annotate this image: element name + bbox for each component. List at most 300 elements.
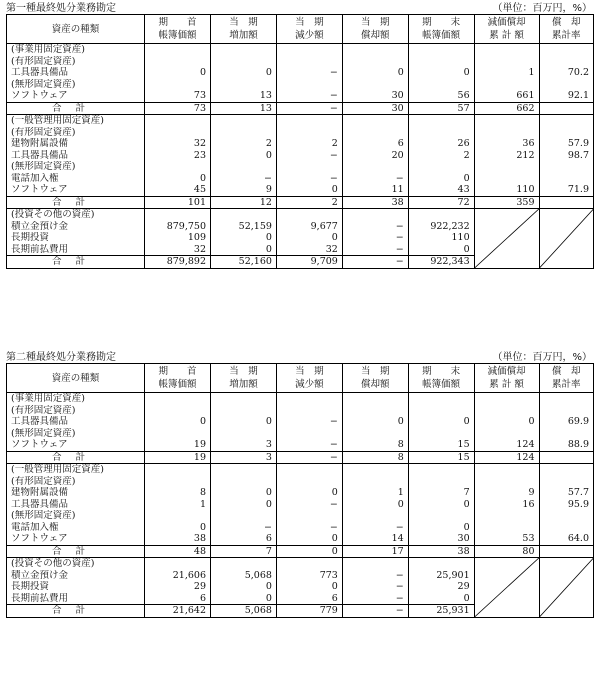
value-cell: 14 [342, 533, 408, 545]
value-cell: − [342, 605, 408, 618]
section-title: 第一種最終処分業務勘定 [6, 3, 116, 14]
value-cell: − [342, 570, 408, 582]
value-cell: 8 [342, 439, 408, 451]
asset-label: 合計 [7, 451, 145, 464]
value-cell: 15 [408, 439, 474, 451]
value-cell: 0 [342, 67, 408, 79]
value-cell: 0 [211, 581, 277, 593]
asset-label: 合計 [7, 196, 145, 209]
investment-diagonal-slash [539, 209, 594, 269]
value-cell: 21,606 [145, 570, 211, 582]
table-row [7, 90, 594, 102]
value-cell [276, 464, 342, 476]
header-row [7, 15, 594, 44]
total-row [7, 545, 594, 558]
column-header [211, 15, 277, 44]
value-cell [211, 161, 277, 173]
value-cell: 212 [474, 150, 539, 162]
value-cell: − [276, 90, 342, 102]
value-cell: − [276, 150, 342, 162]
asset-label: 工具器具備品 [7, 150, 145, 162]
value-cell [276, 115, 342, 127]
column-header-line: 増加額 [229, 379, 258, 390]
column-header-line: 帳簿価額 [158, 379, 197, 390]
value-cell: 71.9 [539, 184, 594, 196]
value-cell: 98.7 [539, 150, 594, 162]
asset-label: (無形固定資産) [7, 79, 145, 91]
value-cell: 21,642 [145, 605, 211, 618]
value-cell: 69.9 [539, 416, 594, 428]
value-cell: 30 [408, 533, 474, 545]
value-cell [211, 56, 277, 68]
value-cell [276, 558, 342, 570]
category-row [7, 510, 594, 522]
value-cell: 30 [342, 102, 408, 115]
column-header-line: 当 期 [361, 17, 390, 28]
column-header-line: 当 期 [229, 17, 258, 28]
value-cell: − [211, 522, 277, 534]
column-header-line: 資産の種類 [51, 372, 100, 384]
value-cell [145, 115, 211, 127]
category-row [7, 428, 594, 440]
value-cell [276, 405, 342, 417]
table-row [7, 67, 594, 79]
value-cell: − [211, 173, 277, 185]
value-cell [474, 115, 539, 127]
table-row [7, 499, 594, 511]
column-header-line: 帳簿価額 [422, 379, 461, 390]
column-header-line: 累 計 額 [489, 30, 524, 41]
value-cell [211, 464, 277, 476]
column-header [276, 364, 342, 393]
value-cell: 879,892 [145, 256, 211, 269]
value-cell [342, 161, 408, 173]
column-header-line: 減価償却 [487, 17, 526, 28]
value-cell: − [342, 256, 408, 269]
category-row [7, 56, 594, 68]
asset-label: 工具器具備品 [7, 499, 145, 511]
value-cell: 36 [474, 138, 539, 150]
asset-label: (無形固定資産) [7, 428, 145, 440]
asset-label: ソフトウェア [7, 439, 145, 451]
value-cell [145, 464, 211, 476]
asset-label: 積立金預け金 [7, 221, 145, 233]
column-header [7, 364, 145, 393]
column-header-line: 当 期 [295, 366, 324, 377]
value-cell: 7 [408, 487, 474, 499]
value-cell: − [276, 67, 342, 79]
column-header [276, 15, 342, 44]
value-cell: − [276, 416, 342, 428]
value-cell [539, 464, 594, 476]
table-row [7, 487, 594, 499]
value-cell [211, 476, 277, 488]
total-row [7, 451, 594, 464]
value-cell: 32 [145, 138, 211, 150]
value-cell [474, 161, 539, 173]
value-cell: 30 [342, 90, 408, 102]
value-cell [539, 56, 594, 68]
value-cell: 1 [145, 499, 211, 511]
value-cell: 9,677 [276, 221, 342, 233]
value-cell [145, 428, 211, 440]
value-cell: 0 [211, 150, 277, 162]
value-cell: 88.9 [539, 439, 594, 451]
asset-label: 工具器具備品 [7, 416, 145, 428]
value-cell [408, 44, 474, 56]
column-header [342, 364, 408, 393]
total-row [7, 196, 594, 209]
value-cell: 0 [408, 416, 474, 428]
value-cell: − [342, 581, 408, 593]
value-cell: 38 [342, 196, 408, 209]
value-cell: 110 [474, 184, 539, 196]
asset-label: 長期前払費用 [7, 593, 145, 605]
column-header-line: 期 首 [158, 366, 197, 377]
table-row [7, 138, 594, 150]
value-cell [539, 196, 594, 209]
value-cell: − [276, 499, 342, 511]
value-cell [145, 161, 211, 173]
value-cell [474, 44, 539, 56]
unit-note: （単位：百万円，%） [492, 3, 592, 14]
value-cell: 922,232 [408, 221, 474, 233]
value-cell: 359 [474, 196, 539, 209]
column-header [408, 15, 474, 44]
value-cell [276, 209, 342, 221]
value-cell [539, 127, 594, 139]
asset-label: 長期投資 [7, 232, 145, 244]
value-cell: 1 [342, 487, 408, 499]
category-row [7, 79, 594, 91]
value-cell [408, 558, 474, 570]
value-cell: 0 [342, 416, 408, 428]
value-cell [539, 476, 594, 488]
column-header-line: 減少額 [295, 379, 324, 390]
value-cell [342, 476, 408, 488]
value-cell: 0 [408, 499, 474, 511]
column-header [539, 15, 594, 44]
value-cell: 56 [408, 90, 474, 102]
column-header-line: 償 却 [551, 366, 581, 377]
value-cell [145, 209, 211, 221]
column-header-line: 償却額 [361, 30, 390, 41]
asset-label: 合計 [7, 605, 145, 618]
value-cell: − [342, 522, 408, 534]
value-cell: 70.2 [539, 67, 594, 79]
value-cell: 0 [145, 67, 211, 79]
value-cell: 0 [342, 499, 408, 511]
value-cell: 922,343 [408, 256, 474, 269]
category-row [7, 44, 594, 56]
value-cell: 92.1 [539, 90, 594, 102]
value-cell: 48 [145, 545, 211, 558]
value-cell [211, 115, 277, 127]
total-row [7, 102, 594, 115]
value-cell: 6 [276, 593, 342, 605]
category-row [7, 115, 594, 127]
table-row [7, 184, 594, 196]
value-cell: 0 [211, 499, 277, 511]
value-cell: 662 [474, 102, 539, 115]
value-cell: 12 [211, 196, 277, 209]
value-cell [211, 79, 277, 91]
value-cell: 5,068 [211, 570, 277, 582]
value-cell [408, 209, 474, 221]
value-cell: 0 [211, 416, 277, 428]
value-cell: 11 [342, 184, 408, 196]
value-cell [276, 56, 342, 68]
value-cell: 19 [145, 439, 211, 451]
value-cell: 0 [276, 184, 342, 196]
value-cell: − [276, 522, 342, 534]
value-cell: 7 [211, 545, 277, 558]
value-cell: 73 [145, 102, 211, 115]
value-cell [474, 393, 539, 405]
value-cell: 773 [276, 570, 342, 582]
value-cell: 124 [474, 451, 539, 464]
value-cell: 0 [211, 593, 277, 605]
value-cell: 101 [145, 196, 211, 209]
asset-label: (無形固定資産) [7, 510, 145, 522]
value-cell [145, 405, 211, 417]
value-cell: 53 [474, 533, 539, 545]
asset-label: (有形固定資産) [7, 56, 145, 68]
value-cell: 38 [408, 545, 474, 558]
asset-label: ソフトウェア [7, 533, 145, 545]
value-cell: 109 [145, 232, 211, 244]
value-cell [211, 428, 277, 440]
asset-label: (投資その他の資産) [7, 209, 145, 221]
column-header [408, 364, 474, 393]
category-row [7, 127, 594, 139]
table-row [7, 150, 594, 162]
value-cell: 0 [276, 232, 342, 244]
value-cell [342, 510, 408, 522]
asset-label: 合計 [7, 256, 145, 269]
column-header-line: 資産の種類 [51, 23, 100, 35]
value-cell [539, 79, 594, 91]
column-header-line: 減少額 [295, 30, 324, 41]
category-row [7, 161, 594, 173]
category-row [7, 464, 594, 476]
value-cell [342, 56, 408, 68]
asset-label: (一般管理用固定資産) [7, 464, 145, 476]
value-cell [539, 510, 594, 522]
asset-label: (有形固定資産) [7, 127, 145, 139]
asset-label: (事業用固定資産) [7, 44, 145, 56]
value-cell [474, 464, 539, 476]
value-cell: − [342, 221, 408, 233]
value-cell [474, 405, 539, 417]
value-cell: 45 [145, 184, 211, 196]
value-cell [408, 393, 474, 405]
value-cell: 16 [474, 499, 539, 511]
asset-label: (有形固定資産) [7, 476, 145, 488]
column-header [474, 15, 539, 44]
value-cell: 32 [145, 244, 211, 256]
column-header [7, 15, 145, 44]
value-cell [539, 393, 594, 405]
value-cell [539, 44, 594, 56]
investment-diagonal-slash [539, 558, 594, 618]
value-cell: 2 [211, 138, 277, 150]
value-cell: 57.9 [539, 138, 594, 150]
value-cell [276, 161, 342, 173]
value-cell [474, 127, 539, 139]
value-cell: 0 [145, 416, 211, 428]
asset-label: (有形固定資産) [7, 405, 145, 417]
value-cell: 779 [276, 605, 342, 618]
value-cell: 8 [145, 487, 211, 499]
value-cell: 110 [408, 232, 474, 244]
value-cell [408, 115, 474, 127]
value-cell: − [276, 102, 342, 115]
column-header [145, 364, 211, 393]
asset-label: ソフトウェア [7, 184, 145, 196]
column-header-line: 当 期 [229, 366, 258, 377]
value-cell: 0 [276, 545, 342, 558]
asset-label: 工具器具備品 [7, 67, 145, 79]
value-cell [408, 56, 474, 68]
table-row [7, 173, 594, 185]
value-cell: 9,709 [276, 256, 342, 269]
column-header-line: 償却額 [361, 379, 390, 390]
value-cell: 52,160 [211, 256, 277, 269]
column-header [211, 364, 277, 393]
value-cell: 6 [145, 593, 211, 605]
category-row [7, 393, 594, 405]
column-header-line: 帳簿価額 [422, 30, 461, 41]
value-cell [539, 173, 594, 185]
value-cell [408, 510, 474, 522]
value-cell: 0 [211, 487, 277, 499]
value-cell [539, 115, 594, 127]
value-cell [211, 209, 277, 221]
value-cell [474, 56, 539, 68]
column-header [342, 15, 408, 44]
value-cell [145, 44, 211, 56]
value-cell: 25,901 [408, 570, 474, 582]
column-header-line: 累計率 [551, 30, 581, 41]
investment-diagonal-slash [474, 558, 539, 618]
value-cell [342, 464, 408, 476]
asset-label: (事業用固定資産) [7, 393, 145, 405]
column-header-line: 当 期 [361, 366, 390, 377]
value-cell [342, 127, 408, 139]
value-cell [145, 127, 211, 139]
column-header-line: 減価償却 [487, 366, 526, 377]
category-row [7, 405, 594, 417]
value-cell [474, 476, 539, 488]
value-cell: 0 [408, 244, 474, 256]
asset-label: 電話加入権 [7, 173, 145, 185]
value-cell [145, 476, 211, 488]
asset-label: 電話加入権 [7, 522, 145, 534]
value-cell: 32 [276, 244, 342, 256]
value-cell [276, 44, 342, 56]
value-cell [211, 44, 277, 56]
value-cell: 80 [474, 545, 539, 558]
value-cell [539, 405, 594, 417]
value-cell: 57 [408, 102, 474, 115]
value-cell [474, 510, 539, 522]
value-cell [342, 44, 408, 56]
value-cell: 15 [408, 451, 474, 464]
column-header [145, 15, 211, 44]
value-cell [408, 405, 474, 417]
value-cell: 29 [408, 581, 474, 593]
value-cell: 0 [145, 522, 211, 534]
value-cell [539, 161, 594, 173]
value-cell: 0 [408, 67, 474, 79]
value-cell: − [276, 173, 342, 185]
value-cell: 9 [474, 487, 539, 499]
value-cell [539, 428, 594, 440]
value-cell: − [276, 451, 342, 464]
value-cell: 57.7 [539, 487, 594, 499]
value-cell: 3 [211, 451, 277, 464]
column-header-line: 増加額 [229, 30, 258, 41]
value-cell [342, 428, 408, 440]
value-cell: 17 [342, 545, 408, 558]
value-cell: 20 [342, 150, 408, 162]
value-cell: 0 [408, 522, 474, 534]
asset-label: (一般管理用固定資産) [7, 115, 145, 127]
value-cell: 0 [276, 581, 342, 593]
value-cell [145, 56, 211, 68]
column-header-line: 期 末 [422, 17, 461, 28]
value-cell: 73 [145, 90, 211, 102]
value-cell [342, 405, 408, 417]
table-row [7, 522, 594, 534]
value-cell [539, 545, 594, 558]
value-cell [408, 464, 474, 476]
column-header-line: 期 末 [422, 366, 461, 377]
asset-label: 建物附属設備 [7, 487, 145, 499]
column-header-line: 当 期 [295, 17, 324, 28]
table-row [7, 416, 594, 428]
value-cell: 2 [276, 138, 342, 150]
value-cell: 0 [211, 232, 277, 244]
value-cell [211, 127, 277, 139]
value-cell [408, 428, 474, 440]
value-cell [276, 476, 342, 488]
value-cell: 0 [474, 416, 539, 428]
value-cell [276, 428, 342, 440]
value-cell: 8 [342, 451, 408, 464]
value-cell: 2 [408, 150, 474, 162]
value-cell: 38 [145, 533, 211, 545]
value-cell [342, 558, 408, 570]
value-cell [211, 405, 277, 417]
value-cell [408, 79, 474, 91]
value-cell: 13 [211, 90, 277, 102]
header-row [7, 364, 594, 393]
value-cell: − [342, 244, 408, 256]
asset-label: 合計 [7, 545, 145, 558]
value-cell: 879,750 [145, 221, 211, 233]
value-cell: 29 [145, 581, 211, 593]
value-cell [342, 115, 408, 127]
value-cell: 9 [211, 184, 277, 196]
value-cell: 64.0 [539, 533, 594, 545]
value-cell [145, 510, 211, 522]
value-cell [474, 428, 539, 440]
value-cell: 1 [474, 67, 539, 79]
value-cell [276, 127, 342, 139]
value-cell [276, 510, 342, 522]
